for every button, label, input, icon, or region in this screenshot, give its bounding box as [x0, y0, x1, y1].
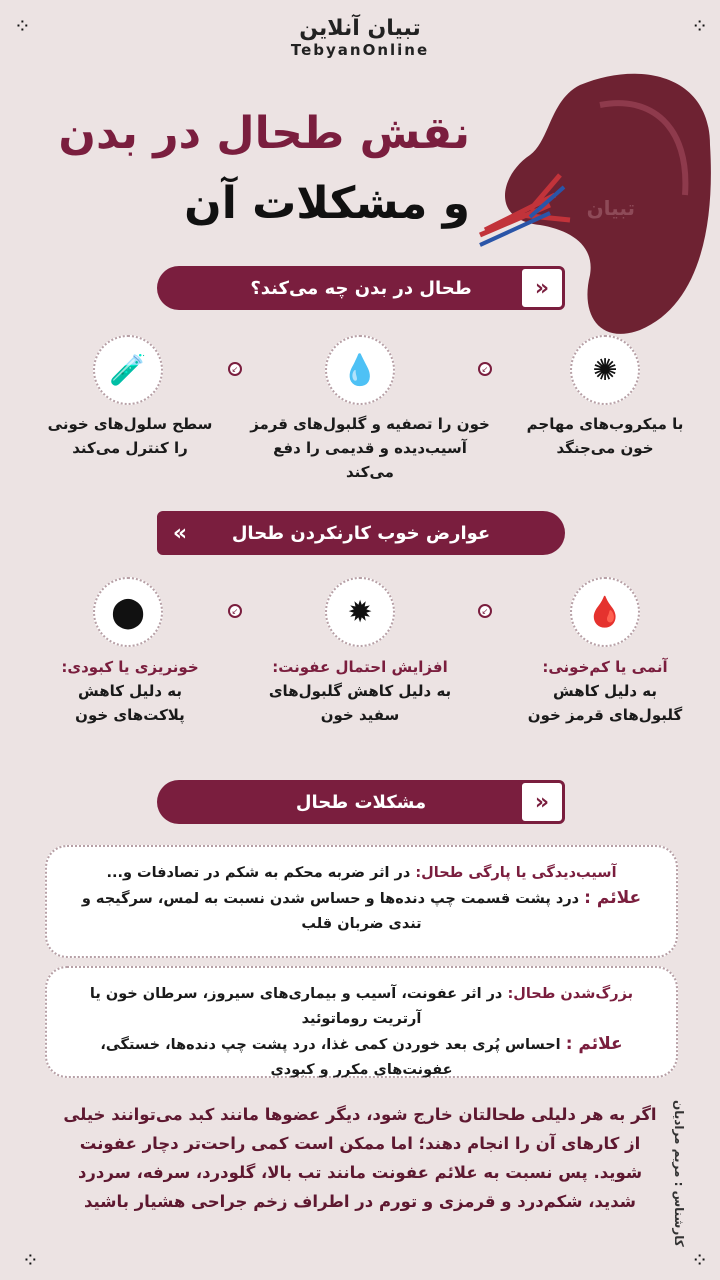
item-text: به دلیل کاهش — [78, 682, 182, 700]
problem-symptoms: احساس پُری بعد خوردن کمی غذا، درد پشت چپ دنده‌ها، خستگی، عفونت‌های مکرر و کبودی — [100, 1037, 566, 1078]
problem-card — [45, 966, 678, 1078]
corner-decoration: ⁘ — [14, 14, 29, 38]
item-text: را کنترل می‌کند — [72, 439, 188, 457]
chevron-icon: « — [519, 780, 565, 824]
symptoms-label: علائم : — [565, 1034, 623, 1054]
item-text: خون می‌جنگد — [556, 439, 654, 457]
chevron-icon: » — [157, 511, 203, 555]
item-text: با میکروب‌های مهاجم — [526, 415, 684, 433]
problem-cause: در اثر عفونت، آسیب و بیماری‌های سیروز، سرطان خون یا آرتریت روماتوئید — [89, 986, 508, 1027]
section1-title: طحال در بدن چه می‌کند؟ — [250, 277, 472, 299]
function-item — [250, 412, 490, 484]
problem-card — [45, 845, 678, 958]
title-line1: نقش طحال در بدن — [58, 108, 470, 159]
arrow-dot-icon: ↙ — [228, 604, 242, 618]
brand-name-en: TebyanOnline — [290, 41, 430, 59]
item-text: به دلیل کاهش گلبول‌های — [268, 682, 452, 700]
problem-heading: آسیب‌دیدگی یا پارگی طحال: — [415, 865, 617, 881]
function-item — [20, 412, 240, 460]
microbe-icon: ✺ — [570, 335, 640, 405]
section2-banner — [157, 511, 565, 555]
blood-drop-icon: 💧 — [325, 335, 395, 405]
arrow-dot-icon: ↙ — [478, 604, 492, 618]
symptoms-label: علائم : — [584, 888, 642, 908]
arrow-dot-icon: ↙ — [228, 362, 242, 376]
item-heading: افزایش احتمال عفونت: — [272, 658, 448, 676]
function-item — [495, 412, 715, 460]
item-text: سفید خون — [320, 706, 400, 724]
item-text: به دلیل کاهش — [553, 682, 657, 700]
problem-heading: بزرگ‌شدن طحال: — [507, 986, 634, 1002]
brand-name-fa: تبیان آنلاین — [299, 16, 421, 41]
item-heading: آنمی یا کم‌خونی: — [542, 658, 668, 676]
watermark: تبیان — [586, 196, 635, 220]
item-text: خون را تصفیه و گلبول‌های قرمز — [250, 415, 490, 433]
section3-title: مشکلات طحال — [295, 791, 427, 813]
section1-banner — [157, 266, 565, 310]
brand-logo — [0, 16, 720, 59]
problem-symptoms: درد پشت قسمت چپ دنده‌ها و حساس شدن نسبت به لمس، سرگیجه و تندی ضربان قلب — [81, 891, 585, 932]
section3-banner — [157, 780, 565, 824]
complication-item — [250, 655, 470, 727]
corner-decoration: ⁘ — [691, 1248, 706, 1272]
item-text: پلاکت‌های خون — [75, 706, 185, 724]
test-tube-icon: 🧪 — [93, 335, 163, 405]
title-line2: و مشکلات آن — [184, 178, 470, 229]
complication-item — [20, 655, 240, 727]
item-text: گلبول‌های قرمز خون — [527, 706, 683, 724]
footer-paragraph: اگر به هر دلیلی طحالتان خارج شود، دیگر عضوها مانند کبد می‌توانند خیلی از کارهای آن را انجام دهند؛ اما ممکن است کمی راحت‌تر دچار عفونت شوید. پس نسبت به علائم عفونت مانند تب بالا، گلودرد، سرفه، سردرد شدید، شکم‌درد و قرمزی و تورم در اطراف زخم جراحی هشیار باشید — [63, 1105, 657, 1211]
complication-item — [495, 655, 715, 727]
chevron-icon: « — [519, 266, 565, 310]
blood-bag-icon: 🩸 — [570, 577, 640, 647]
arrow-dot-icon: ↙ — [478, 362, 492, 376]
virus-icon: ✹ — [325, 577, 395, 647]
corner-decoration: ⁘ — [691, 14, 706, 38]
section2-title: عوارض خوب کارنکردن طحال — [231, 522, 491, 544]
corner-decoration: ⁘ — [22, 1248, 37, 1272]
problem-cause: در اثر ضربه محکم به شکم در تصادفات و... — [106, 865, 416, 881]
item-text: آسیب‌دیده و قدیمی را دفع می‌کند — [273, 439, 467, 481]
item-heading: خونریزی یا کبودی: — [61, 658, 199, 676]
blood-cells-icon: ⬤ — [93, 577, 163, 647]
item-text: سطح سلول‌های خونی — [47, 415, 213, 433]
expert-credit: کارشناس : مریم مرادیان — [672, 1100, 686, 1247]
